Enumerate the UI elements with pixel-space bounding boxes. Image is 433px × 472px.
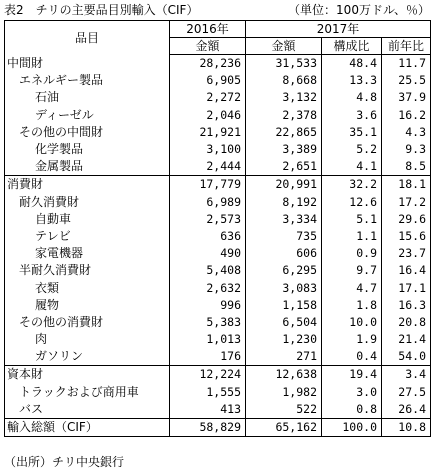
amount-2016: 490: [170, 245, 246, 262]
table-title: 表2 チリの主要品目別輸入（CIF）: [4, 3, 199, 17]
share: 4.7: [322, 279, 382, 296]
amount-2017: 22,865: [246, 124, 322, 141]
table-row: [5, 107, 431, 124]
amount-2016: 1,555: [170, 384, 246, 401]
row-label: 石油: [5, 89, 170, 106]
yoy: 37.9: [382, 89, 431, 106]
table-row: [5, 245, 431, 262]
share: 1.8: [322, 297, 382, 314]
share: 10.0: [322, 314, 382, 331]
share: 0.8: [322, 401, 382, 419]
yoy: 54.0: [382, 348, 431, 366]
row-label: 輸入総額（CIF）: [5, 418, 170, 436]
table-row: [5, 297, 431, 314]
header-row-years: [5, 21, 431, 38]
table-row: [5, 279, 431, 296]
table-body: [5, 21, 431, 437]
share: 4.8: [322, 89, 382, 106]
amount-2017: 271: [246, 348, 322, 366]
yoy: 17.2: [382, 194, 431, 211]
amount-2017: 12,638: [246, 366, 322, 384]
amount-2017: 6,504: [246, 314, 322, 331]
amount-2016: 2,046: [170, 107, 246, 124]
amount-2017: 8,192: [246, 194, 322, 211]
amount-2016: 6,989: [170, 194, 246, 211]
share: 12.6: [322, 194, 382, 211]
amount-2016: 2,444: [170, 158, 246, 176]
amount-2016: 3,100: [170, 141, 246, 158]
amount-2016: 996: [170, 297, 246, 314]
table-row: [5, 211, 431, 228]
amount-2016: 12,224: [170, 366, 246, 384]
share: 5.1: [322, 211, 382, 228]
amount-2016: 58,829: [170, 418, 246, 436]
header-amount-2017: 金額: [246, 38, 322, 55]
row-label: 化学製品: [5, 141, 170, 158]
table-row: [5, 262, 431, 279]
amount-2017: 2,651: [246, 158, 322, 176]
amount-2017: 735: [246, 228, 322, 245]
yoy: 16.4: [382, 262, 431, 279]
share: 19.4: [322, 366, 382, 384]
row-label: その他の中間財: [5, 124, 170, 141]
amount-2016: 17,779: [170, 176, 246, 194]
amount-2016: 2,573: [170, 211, 246, 228]
row-label: 肉: [5, 331, 170, 348]
share: 0.9: [322, 245, 382, 262]
yoy: 3.4: [382, 366, 431, 384]
share: 3.6: [322, 107, 382, 124]
row-label: バス: [5, 401, 170, 419]
amount-2017: 31,533: [246, 55, 322, 73]
row-label: 消費財: [5, 176, 170, 194]
amount-2017: 606: [246, 245, 322, 262]
row-label: 半耐久消費財: [5, 262, 170, 279]
table-row: [5, 401, 431, 419]
row-label: エネルギー製品: [5, 72, 170, 89]
yoy: 10.8: [382, 418, 431, 436]
header-2017: 2017年: [246, 21, 431, 38]
amount-2016: 28,236: [170, 55, 246, 73]
table-row: [5, 89, 431, 106]
table-row: [5, 366, 431, 384]
amount-2016: 2,272: [170, 89, 246, 106]
header-2016: 2016年: [170, 21, 246, 38]
amount-2016: 5,408: [170, 262, 246, 279]
amount-2016: 21,921: [170, 124, 246, 141]
share: 1.9: [322, 331, 382, 348]
yoy: 16.3: [382, 297, 431, 314]
table-row: [5, 72, 431, 89]
amount-2017: 1,158: [246, 297, 322, 314]
row-label: 家電機器: [5, 245, 170, 262]
amount-2017: 2,378: [246, 107, 322, 124]
amount-2017: 3,083: [246, 279, 322, 296]
yoy: 11.7: [382, 55, 431, 73]
table-row: [5, 141, 431, 158]
amount-2017: 1,230: [246, 331, 322, 348]
table-caption: [4, 1, 430, 19]
row-label: 中間財: [5, 55, 170, 73]
table-row: [5, 384, 431, 401]
share: 48.4: [322, 55, 382, 73]
yoy: 8.5: [382, 158, 431, 176]
amount-2016: 413: [170, 401, 246, 419]
amount-2016: 6,905: [170, 72, 246, 89]
table-row: [5, 124, 431, 141]
row-label: トラックおよび商用車: [5, 384, 170, 401]
table-row: [5, 55, 431, 73]
share: 4.1: [322, 158, 382, 176]
amount-2017: 20,991: [246, 176, 322, 194]
table-row: [5, 158, 431, 176]
yoy: 17.1: [382, 279, 431, 296]
row-label: 耐久消費財: [5, 194, 170, 211]
amount-2017: 3,132: [246, 89, 322, 106]
table-row: [5, 228, 431, 245]
table-row: [5, 194, 431, 211]
row-label: その他の消費財: [5, 314, 170, 331]
amount-2016: 2,632: [170, 279, 246, 296]
yoy: 23.7: [382, 245, 431, 262]
share: 13.3: [322, 72, 382, 89]
header-share: 構成比: [322, 38, 382, 55]
yoy: 29.6: [382, 211, 431, 228]
row-label: 衣類: [5, 279, 170, 296]
share: 9.7: [322, 262, 382, 279]
amount-2017: 522: [246, 401, 322, 419]
share: 35.1: [322, 124, 382, 141]
amount-2016: 636: [170, 228, 246, 245]
yoy: 25.5: [382, 72, 431, 89]
table-row: [5, 331, 431, 348]
table-row: [5, 418, 431, 436]
yoy: 4.3: [382, 124, 431, 141]
yoy: 21.4: [382, 331, 431, 348]
share: 3.0: [322, 384, 382, 401]
header-item: 品目: [5, 21, 170, 55]
yoy: 16.2: [382, 107, 431, 124]
row-label: 金属製品: [5, 158, 170, 176]
row-label: テレビ: [5, 228, 170, 245]
row-label: ガソリン: [5, 348, 170, 366]
yoy: 26.4: [382, 401, 431, 419]
amount-2016: 1,013: [170, 331, 246, 348]
yoy: 18.1: [382, 176, 431, 194]
share: 0.4: [322, 348, 382, 366]
amount-2017: 3,389: [246, 141, 322, 158]
source-note: （出所）チリ中央銀行: [4, 455, 125, 469]
share: 32.2: [322, 176, 382, 194]
amount-2016: 5,383: [170, 314, 246, 331]
row-label: 履物: [5, 297, 170, 314]
yoy: 27.5: [382, 384, 431, 401]
row-label: 資本財: [5, 366, 170, 384]
header-amount-2016: 金額: [170, 38, 246, 55]
import-table: [4, 20, 431, 437]
share: 100.0: [322, 418, 382, 436]
table-unit: （単位：100万ドル、％）: [288, 3, 430, 17]
share: 1.1: [322, 228, 382, 245]
yoy: 9.3: [382, 141, 431, 158]
amount-2017: 8,668: [246, 72, 322, 89]
header-yoy: 前年比: [382, 38, 431, 55]
amount-2017: 1,982: [246, 384, 322, 401]
amount-2017: 6,295: [246, 262, 322, 279]
row-label: 自動車: [5, 211, 170, 228]
table-row: [5, 176, 431, 194]
share: 5.2: [322, 141, 382, 158]
table-row: [5, 314, 431, 331]
yoy: 15.6: [382, 228, 431, 245]
table-row: [5, 348, 431, 366]
amount-2016: 176: [170, 348, 246, 366]
amount-2017: 65,162: [246, 418, 322, 436]
yoy: 20.8: [382, 314, 431, 331]
amount-2017: 3,334: [246, 211, 322, 228]
row-label: ディーゼル: [5, 107, 170, 124]
